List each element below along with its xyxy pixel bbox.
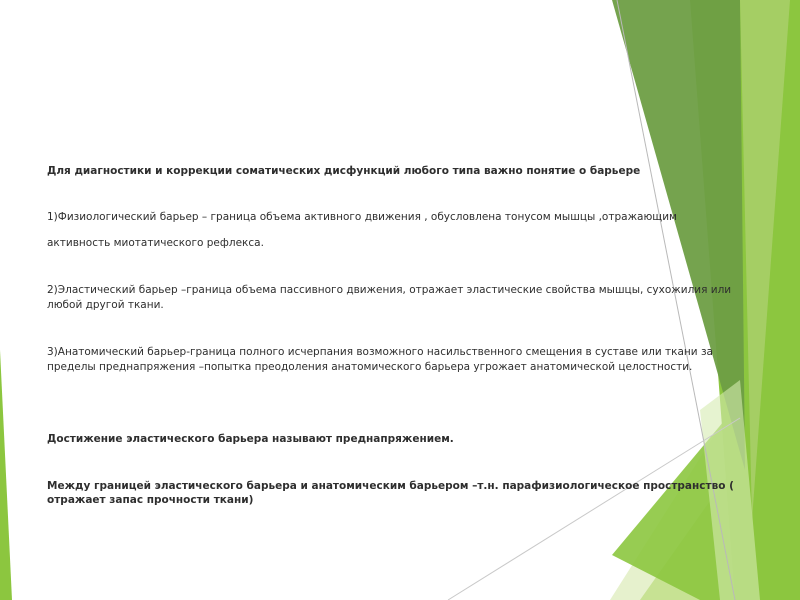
statement2-line1: Между границей эластического барьера и анатомическим барьером –т.н. парафизиологическое пространство ( bbox=[47, 480, 734, 492]
item3-line1: 3)Анатомический барьер-граница полного исчерпания возможного насильственного смещения в суставе или ткани за bbox=[47, 346, 713, 358]
statement1: Достижение эластического барьера называют преднапряжением. bbox=[47, 433, 454, 445]
item1-line2: активность миотатического рефлекса. bbox=[47, 237, 264, 249]
item2-line1: 2)Эластический барьер –граница объема пассивного движения, отражает эластические свойства мышцы, сухожилия или bbox=[47, 284, 732, 296]
left-green-stripe bbox=[0, 350, 12, 600]
item2-line2: любой другой ткани. bbox=[47, 299, 164, 311]
item3-line2: пределы преднапряжения –попытка преодоления анатомического барьера угрожает анатомической целостности. bbox=[47, 361, 693, 373]
statement2-line2: отражает запас прочности ткани) bbox=[47, 494, 254, 506]
heading: Для диагностики и коррекции соматических дисфункций любого типа важно понятие о барьере bbox=[47, 165, 641, 177]
item1-line1: 1)Физиологический барьер – граница объема активного движения , обусловлена тонусом мышцы ,отражающим bbox=[47, 211, 677, 223]
